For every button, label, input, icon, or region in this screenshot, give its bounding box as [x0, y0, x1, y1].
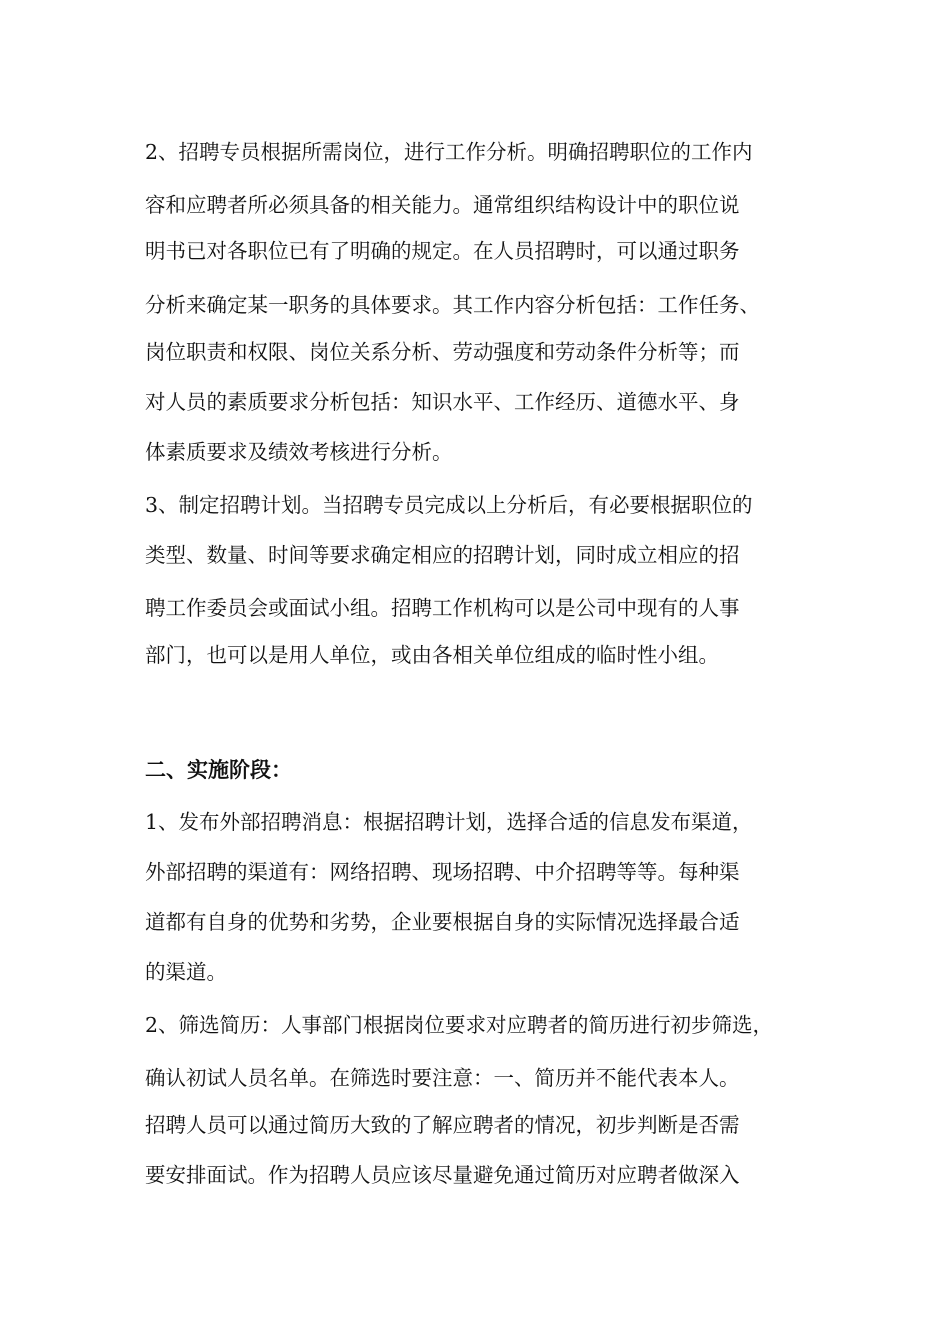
- paragraph-line: 聘工作委员会或面试小组。招聘工作机构可以是公司中现有的人事: [145, 596, 740, 620]
- paragraph-line: 招聘人员可以通过简历大致的了解应聘者的情况，初步判断是否需: [145, 1113, 740, 1137]
- paragraph-line: 的渠道。: [145, 960, 227, 984]
- paragraph-line: 容和应聘者所必须具备的相关能力。通常组织结构设计中的职位说: [145, 193, 740, 217]
- paragraph-line: 1、发布外部招聘消息：根据招聘计划，选择合适的信息发布渠道，: [145, 810, 753, 834]
- paragraph-line: 部门，也可以是用人单位，或由各相关单位组成的临时性小组。: [145, 643, 719, 667]
- section-heading: 二、实施阶段：: [145, 758, 292, 782]
- paragraph-line: 外部招聘的渠道有：网络招聘、现场招聘、中介招聘等等。每种渠: [145, 860, 740, 884]
- paragraph-line: 3、制定招聘计划。当招聘专员完成以上分析后，有必要根据职位的: [145, 493, 753, 517]
- paragraph-line: 2、招聘专员根据所需岗位，进行工作分析。明确招聘职位的工作内: [145, 140, 753, 164]
- paragraph-line: 岗位职责和权限、岗位关系分析、劳动强度和劳动条件分析等；而: [145, 340, 740, 364]
- paragraph-line: 体素质要求及绩效考核进行分析。: [145, 440, 453, 464]
- paragraph-line: 要安排面试。作为招聘人员应该尽量避免通过简历对应聘者做深入: [145, 1163, 740, 1187]
- paragraph-line: 分析来确定某一职务的具体要求。其工作内容分析包括：工作任务、: [145, 293, 760, 317]
- paragraph-line: 类型、数量、时间等要求确定相应的招聘计划，同时成立相应的招: [145, 543, 740, 567]
- paragraph-line: 对人员的素质要求分析包括：知识水平、工作经历、道德水平、身: [145, 390, 740, 414]
- paragraph-line: 道都有自身的优势和劣势，企业要根据自身的实际情况选择最合适: [145, 910, 740, 934]
- paragraph-line: 确认初试人员名单。在筛选时要注意：一、简历并不能代表本人。: [145, 1066, 740, 1090]
- paragraph-line: 2、筛选简历：人事部门根据岗位要求对应聘者的简历进行初步筛选，: [145, 1013, 774, 1037]
- paragraph-line: 明书已对各职位已有了明确的规定。在人员招聘时，可以通过职务: [145, 239, 740, 263]
